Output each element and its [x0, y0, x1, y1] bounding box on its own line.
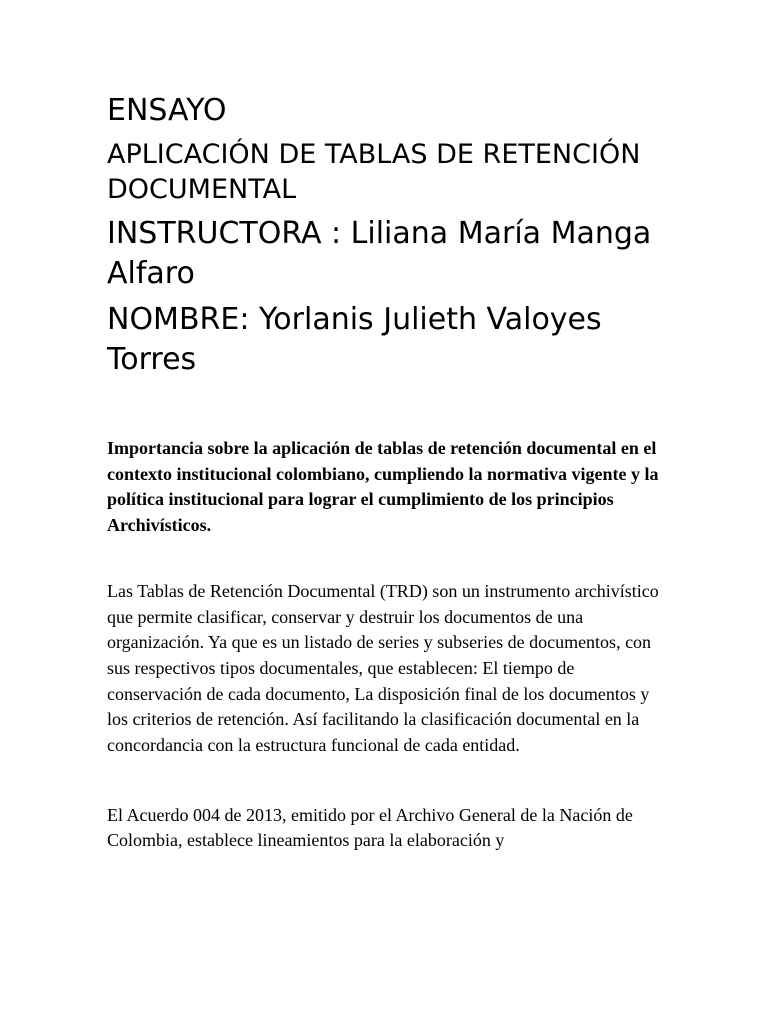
- body-paragraph-acuerdo: El Acuerdo 004 de 2013, emitido por el Archivo General de la Nación de Colombia, establece lineamientos para la elaboración y: [107, 804, 633, 851]
- intro-bold-paragraph: Importancia sobre la aplicación de tablas de retención documental en el contexto institucional colombiano, cumpliendo la normativa vigente y la política institucional para lograr el cumplimiento de los principios Archivísticos.: [107, 438, 659, 536]
- essay-subject-heading: APLICACIÓN DE TABLAS DE RETENCIÓN DOCUMENTAL: [107, 139, 641, 205]
- document-body: [107, 92, 667, 854]
- instructor-heading: INSTRUCTORA : Liliana María Manga Alfaro: [107, 216, 652, 291]
- essay-title: ENSAYO: [107, 93, 227, 128]
- body-paragraph-trd: Las Tablas de Retención Documental (TRD) son un instrumento archivístico que permite clasificar, conservar y destruir los documentos de una organización. Ya que es un listado de series y subseries de documentos, con sus respectivos tipos documentales, que establecen: El tiempo de conservación de cada documento, La disposición final de los documentos y los criterios de retención. Así facilitando la clasificación documental en la concordancia con la estructura funcional de cada entidad.: [107, 580, 659, 756]
- student-name-heading: NOMBRE: Yorlanis Julieth Valoyes Torres: [107, 302, 602, 377]
